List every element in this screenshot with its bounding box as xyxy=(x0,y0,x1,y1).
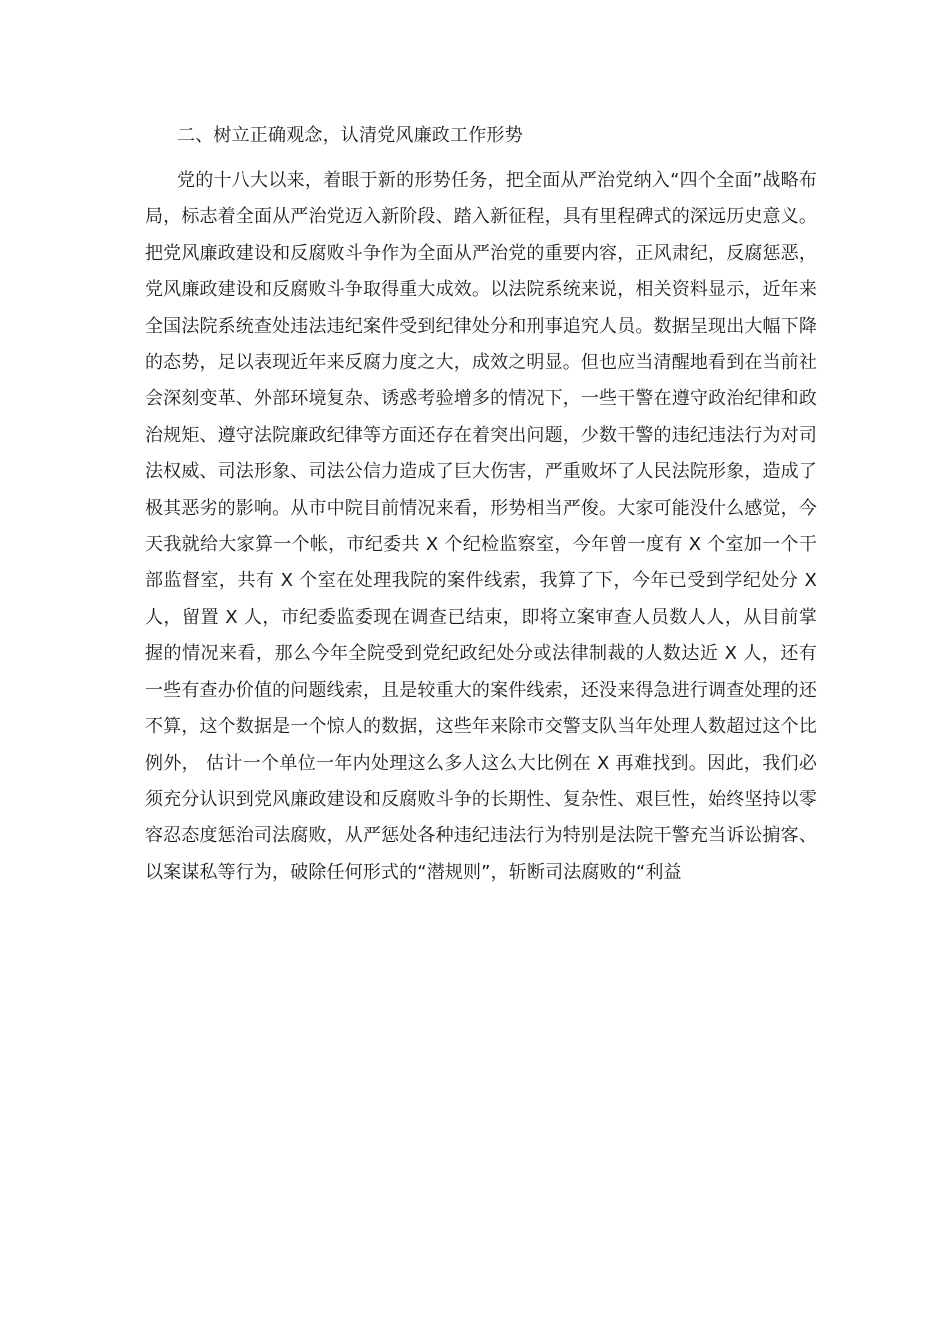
document-content xyxy=(145,118,817,891)
section-heading: 二、树立正确观念，认清党风廉政工作形势 xyxy=(177,125,523,146)
body-paragraph: 党的十八大以来，着眼于新的形势任务，把全面从严治党纳入“四个全面”战略布局，标志着全面从严治党迈入新阶段、踏入新征程，具有里程碑式的深远历史意义。把党风廉政建设和反腐败斗争作为全面从严治党的重要内容，正风肃纪，反腐惩恶，党风廉政建设和反腐败斗争取得重大成效。以法院系统来说，相关资料显示，近年来全国法院系统查处违法违纪案件受到纪律处分和刑事追究人员。数据呈现出大幅下降的态势，足以表现近年来反腐力度之大，成效之明显。但也应当清醒地看到在当前社会深刻变革、外部环境复杂、诱惑考验增多的情况下，一些干警在遵守政治纪律和政治规矩、遵守法院廉政纪律等方面还存在着突出问题，少数干警的违纪违法行为对司法权威、司法形象、司法公信力造成了巨大伤害，严重败坏了人民法院形象，造成了极其恶劣的影响。从市中院目前情况来看，形势相当严俊。大家可能没什么感觉，今天我就给大家算一个帐，市纪委共 X 个纪检监察室，今年曾一度有 X 个室加一个干部监督室，共有 X 个室在处理我院的案件线索，我算了下，今年已受到学纪处分 X 人，留置 X 人，市纪委监委现在调查已结束，即将立案审查人员数人人，从目前掌握的情况来看，那么今年全院受到党纪政纪处分或法律制裁的人数达近 X 人，还有一些有查办价值的问题线索，且是较重大的案件线索，还没来得急进行调查处理的还不算，这个数据是一个惊人的数据，这些年来除市交警支队当年处理人数超过这个比例外， 估计一个单位一年内处理这么多人这么大比例在 X 再难找到。因此，我们必须充分认识到党风廉政建设和反腐败斗争的长期性、复杂性、艰巨性，始终坚持以零容忍态度惩治司法腐败，从严惩处各种违纪违法行为特别是法院干警充当诉讼掮客、以案谋私等行为，破除任何形式的“潜规则”，斩断司法腐败的“利益 xyxy=(145,170,817,883)
